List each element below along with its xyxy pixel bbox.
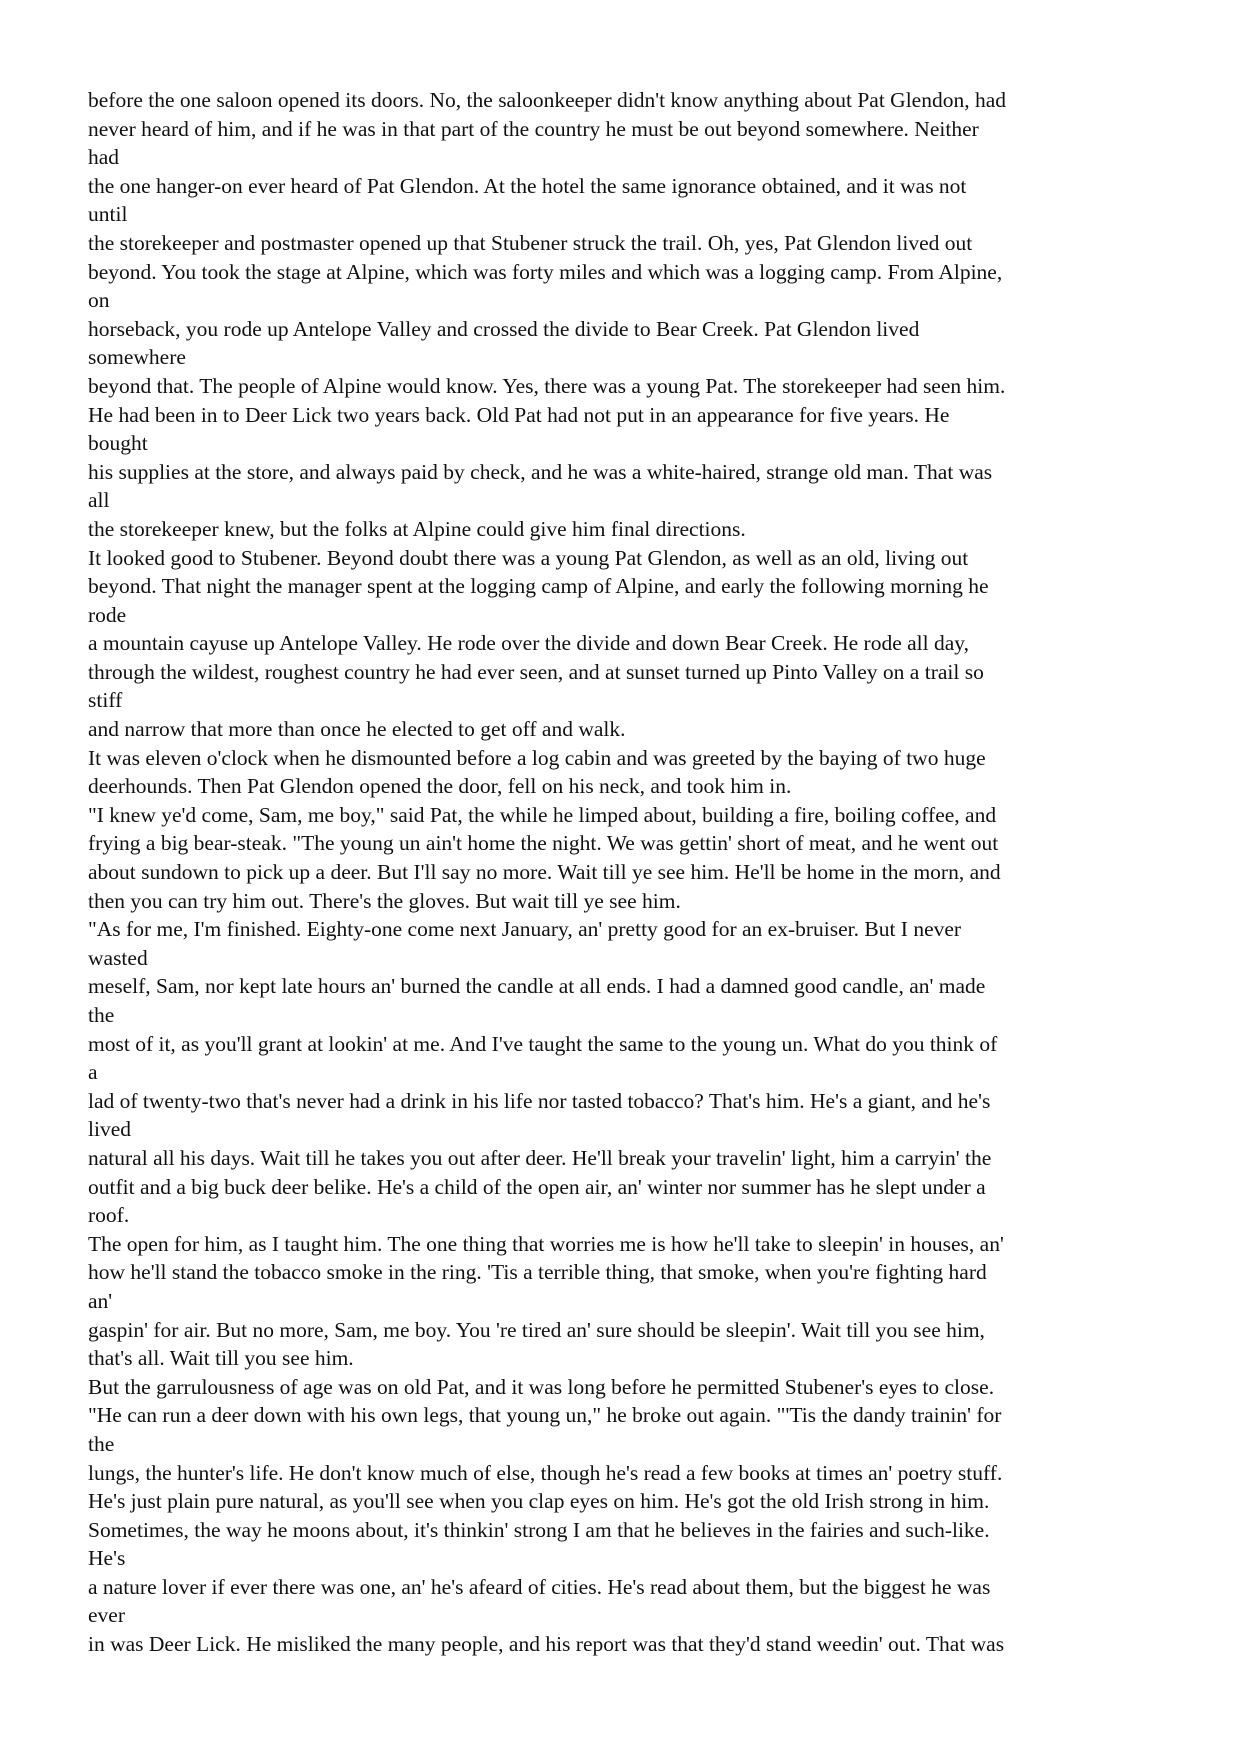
- text-line: bought: [88, 431, 148, 456]
- text-line: a nature lover if ever there was one, an' he's afeard of cities. He's read about them, but the biggest he was: [88, 1574, 991, 1599]
- text-line: The open for him, as I taught him. The one thing that worries me is how he'll take to sleepin' in houses, an': [88, 1231, 1004, 1256]
- text-line: ever: [88, 1603, 125, 1628]
- text-line: and narrow that more than once he elected to get off and walk.: [88, 717, 626, 742]
- text-line: through the wildest, roughest country he had ever seen, and at sunset turned up Pinto Valley on a trail so: [88, 659, 984, 684]
- text-line: He had been in to Deer Lick two years back. Old Pat had not put in an appearance for five years. He: [88, 402, 950, 427]
- text-line: "I knew ye'd come, Sam, me boy," said Pat, the while he limped about, building a fire, boiling coffee, and: [88, 802, 997, 827]
- text-line: the storekeeper and postmaster opened up that Stubener struck the trail. Oh, yes, Pat Glendon lived out: [88, 230, 973, 255]
- text-line: in was Deer Lick. He misliked the many people, and his report was that they'd stand weedin' out. That was: [88, 1632, 1005, 1657]
- text-line: beyond. That night the manager spent at the logging camp of Alpine, and early the following morning he: [88, 574, 989, 599]
- text-line: before the one saloon opened its doors. No, the saloonkeeper didn't know anything about Pat Glendon, had: [88, 88, 1007, 112]
- text-line: lad of twenty-two that's never had a drink in his life nor tasted tobacco? That's him. He's a giant, and he's: [88, 1088, 991, 1113]
- text-line: stiff: [88, 688, 123, 713]
- text-line: natural all his days. Wait till he takes you out after deer. He'll break your travelin' light, him a carryin' the: [88, 1145, 992, 1170]
- text-line: It looked good to Stubener. Beyond doubt there was a young Pat Glendon, as well as an old, living out: [88, 545, 969, 570]
- text-line: then you can try him out. There's the gloves. But wait till ye see him.: [88, 888, 681, 913]
- text-line: horseback, you rode up Antelope Valley and crossed the divide to Bear Creek. Pat Glendon lived: [88, 316, 920, 341]
- text-line: that's all. Wait till you see him.: [88, 1346, 354, 1371]
- text-line: all: [88, 488, 110, 513]
- text-line: an': [88, 1288, 113, 1313]
- text-line: wasted: [88, 945, 148, 970]
- text-line: had: [88, 145, 120, 170]
- text-line: gaspin' for air. But no more, Sam, me boy. You 're tired an' sure should be sleepin'. Wait till you see him,: [88, 1317, 985, 1342]
- text-line: a mountain cayuse up Antelope Valley. He rode over the divide and down Bear Creek. He rode all day,: [88, 631, 970, 656]
- text-line: meself, Sam, nor kept late hours an' burned the candle at all ends. I had a damned good candle, an' made: [88, 974, 986, 999]
- text-line: "As for me, I'm finished. Eighty-one come next January, an' pretty good for an ex-bruiser. But I never: [88, 917, 962, 942]
- text-line: the: [88, 1431, 115, 1456]
- text-line: somewhere: [88, 345, 186, 370]
- text-line: until: [88, 202, 128, 227]
- text-line: frying a big bear-steak. "The young un ain't home the night. We was gettin' short of meat, and he went out: [88, 831, 999, 856]
- text-line: beyond that. The people of Alpine would know. Yes, there was a young Pat. The storekeeper had seen him.: [88, 373, 1006, 398]
- text-line: never heard of him, and if he was in that part of the country he must be out beyond somewhere. Neither: [88, 116, 979, 141]
- text-line: a: [88, 1060, 98, 1085]
- text-line: rode: [88, 602, 127, 627]
- text-line: "He can run a deer down with his own legs, that young un," he broke out again. "'Tis the dandy trainin' for: [88, 1403, 1002, 1428]
- document-page: [88, 86, 1168, 1659]
- text-line: He's: [88, 1546, 126, 1571]
- text-line: the one hanger-on ever heard of Pat Glendon. At the hotel the same ignorance obtained, and it was not: [88, 173, 967, 198]
- text-line: how he'll stand the tobacco smoke in the ring. 'Tis a terrible thing, that smoke, when you're fighting hard: [88, 1260, 987, 1285]
- text-line: the storekeeper knew, but the folks at Alpine could give him final directions.: [88, 516, 746, 541]
- text-line: most of it, as you'll grant at lookin' at me. And I've taught the same to the young un. What do you think of: [88, 1031, 998, 1056]
- text-line: beyond. You took the stage at Alpine, which was forty miles and which was a logging camp. From Alpine,: [88, 259, 1003, 284]
- text-line: on: [88, 288, 110, 313]
- text-line: lived: [88, 1117, 131, 1142]
- text-line: But the garrulousness of age was on old Pat, and it was long before he permitted Stubener's eyes to close.: [88, 1374, 995, 1399]
- text-line: Sometimes, the way he moons about, it's thinkin' strong I am that he believes in the fairies and such-like.: [88, 1517, 990, 1542]
- text-line: about sundown to pick up a deer. But I'll say no more. Wait till ye see him. He'll be home in the morn, and: [88, 860, 1001, 885]
- text-line: his supplies at the store, and always paid by check, and he was a white-haired, strange old man. That was: [88, 459, 993, 484]
- text-line: lungs, the hunter's life. He don't know much of else, though he's read a few books at times an' poetry stuff.: [88, 1460, 1003, 1485]
- text-line: the: [88, 1003, 115, 1027]
- text-line: outfit and a big buck deer belike. He's a child of the open air, an' winter nor summer has he slept under a: [88, 1174, 986, 1199]
- text-line: roof.: [88, 1203, 130, 1228]
- text-line: It was eleven o'clock when he dismounted before a log cabin and was greeted by the baying of two huge: [88, 745, 986, 770]
- text-line: deerhounds. Then Pat Glendon opened the door, fell on his neck, and took him in.: [88, 774, 792, 799]
- text-line: He's just plain pure natural, as you'll see when you clap eyes on him. He's got the old Irish strong in him.: [88, 1489, 990, 1514]
